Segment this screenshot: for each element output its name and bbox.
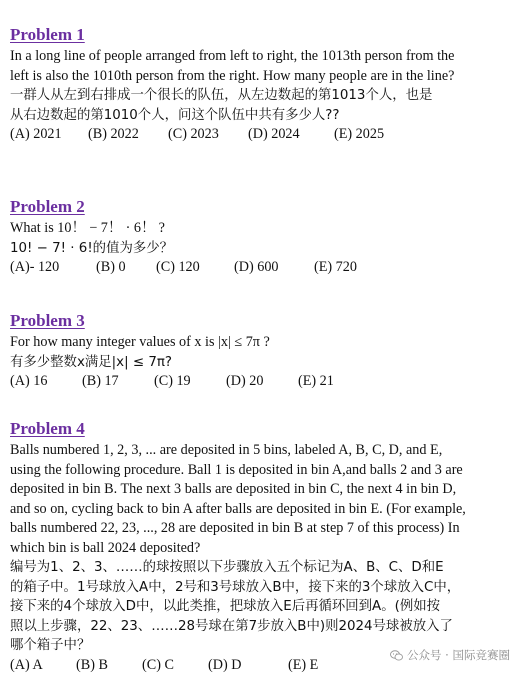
problem-text-zh-line: 接下来的4个球放入D中，以此类推，把球放入E后再循环回到A。(例如按: [10, 597, 514, 617]
choice-a: (A) 16: [10, 372, 82, 392]
choice-c: (C) C: [142, 656, 208, 675]
watermark-text: 公众号 · 国际竞赛圈: [407, 647, 510, 663]
problem-text-zh-line: 从右边数起的第1010个人，问这个队伍中共有多少人??: [10, 106, 514, 126]
problem-title: Problem 3: [10, 310, 514, 331]
choice-c: (C) 2023: [168, 125, 248, 145]
choice-b: (B) 0: [96, 258, 156, 278]
problem-1: [10, 24, 514, 145]
problem-text-zh-line: 哪个箱子中？: [10, 636, 514, 656]
wechat-icon: [390, 650, 403, 661]
problem-3: [10, 310, 514, 392]
problem-text-zh-line: 的箱子中。1号球放入A中，2号和3号球放入B中，接下来的3个球放入C中，: [10, 578, 514, 598]
choice-a: (A) A: [10, 656, 76, 675]
problem-text-line: What is 10！ − 7！ · 6！ ?: [10, 219, 514, 239]
problem-title: Problem 2: [10, 196, 514, 217]
choice-b: (B) B: [76, 656, 142, 675]
choice-e: (E) 2025: [334, 125, 384, 145]
problem-text-line: Balls numbered 1, 2, 3, ... are deposited in 5 bins, labeled A, B, C, D, and E,: [10, 441, 514, 461]
problem-title: Problem 4: [10, 418, 514, 439]
problem-text-zh-line: 10! − 7! · 6!的值为多少？: [10, 239, 514, 259]
problem-text-line: left is also the 1010th person from the right. How many people are in the line?: [10, 67, 514, 87]
choice-d: (D) 2024: [248, 125, 334, 145]
choice-e: (E) 21: [298, 372, 334, 392]
problem-text-line: deposited in bin B. The next 3 balls are deposited in bin C, the next 4 in bin D,: [10, 480, 514, 500]
choice-a: (A) 2021: [10, 125, 88, 145]
choice-d: (D) 20: [226, 372, 298, 392]
choice-b: (B) 17: [82, 372, 154, 392]
problem-text-zh-line: 一群人从左到右排成一个很长的队伍，从左边数起的第1013个人，也是: [10, 86, 514, 106]
choice-c: (C) 19: [154, 372, 226, 392]
choice-b: (B) 2022: [88, 125, 168, 145]
problem-text-line: using the following procedure. Ball 1 is deposited in bin A,and balls 2 and 3 are: [10, 461, 514, 481]
problem-2: [10, 196, 514, 278]
answer-choices: [10, 125, 514, 145]
problem-text-zh-line: 有多少整数x满足|x| ≤ 7π?: [10, 353, 514, 373]
problem-4: [10, 418, 514, 675]
choice-e: (E) E: [288, 656, 318, 675]
choice-d: (D) D: [208, 656, 288, 675]
watermark: [390, 647, 510, 663]
answer-choices: [10, 258, 514, 278]
choice-d: (D) 600: [234, 258, 314, 278]
choice-c: (C) 120: [156, 258, 234, 278]
choice-a: (A)- 120: [10, 258, 96, 278]
problem-text-line: For how many integer values of x is |x| ≤ 7π ?: [10, 333, 514, 353]
problem-text-zh-line: 照以上步骤，22、23、……28号球在第7步放入B中)则2024号球被放入了: [10, 617, 514, 637]
problem-text-line: and so on, cycling back to bin A after balls are deposited in bin E. (For example,: [10, 500, 514, 520]
problem-title: Problem 1: [10, 24, 514, 45]
answer-choices: [10, 372, 514, 392]
problem-text-line: which bin is ball 2024 deposited?: [10, 539, 514, 559]
choice-e: (E) 720: [314, 258, 357, 278]
problem-text-line: In a long line of people arranged from left to right, the 1013th person from the: [10, 47, 514, 67]
problem-text-zh-line: 编号为1、2、3、……的球按照以下步骤放入五个标记为A、B、C、D和E: [10, 558, 514, 578]
problem-text-line: balls numbered 22, 23, ..., 28 are deposited in bin B at step 7 of this process) In: [10, 519, 514, 539]
